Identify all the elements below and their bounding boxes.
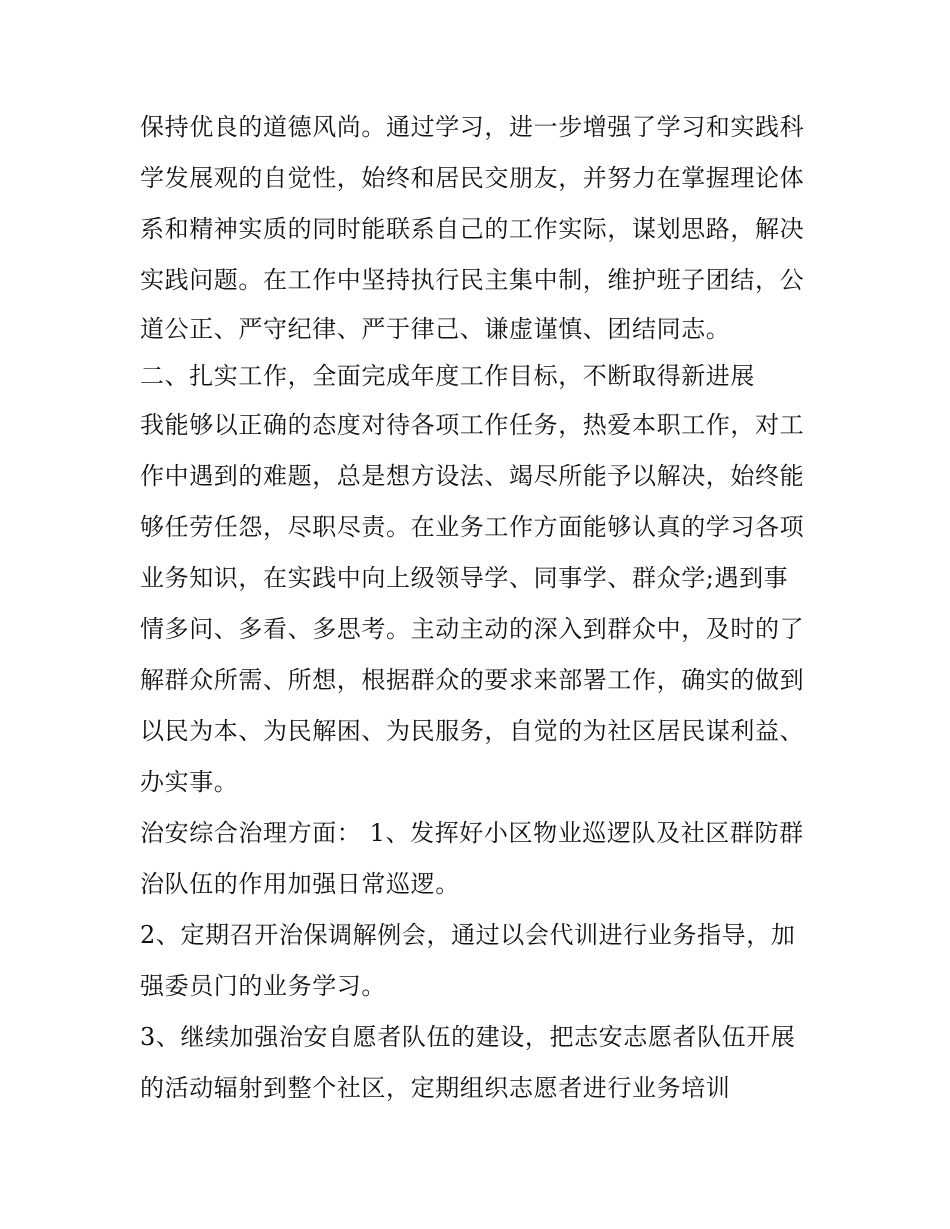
text-line: 以民为本、为民解困、为民服务，自觉的为社区居民谋利益、 xyxy=(140,717,805,745)
text-line: 2、定期召开治保调解例会，通过以会代训进行业务指导，加 xyxy=(140,921,796,949)
text-line: 我能够以正确的态度对待各项工作任务，热爱本职工作，对工 xyxy=(140,411,805,439)
text-line: 治队伍的作用加强日常巡逻。 xyxy=(140,870,460,898)
text-line: 学发展观的自觉性，始终和居民交朋友，并努力在掌握理论体 xyxy=(140,164,805,192)
text-line: 情多问、多看、多思考。主动主动的深入到群众中，及时的了 xyxy=(140,615,805,643)
text-line: 作中遇到的难题，总是想方设法、竭尽所能予以解决，始终能 xyxy=(140,462,805,490)
paragraph-volunteer-team xyxy=(140,1012,820,1114)
text-line: 系和精神实质的同时能联系自己的工作实际，谋划思路，解决 xyxy=(140,215,805,243)
paragraph-moral-conduct xyxy=(140,102,820,353)
paragraph-public-security xyxy=(140,808,820,910)
text-line: 实践问题。在工作中坚持执行民主集中制，维护班子团结，公 xyxy=(140,266,805,294)
paragraph-work-attitude xyxy=(140,400,820,808)
section-heading: 二、扎实工作，全面完成年度工作目标，不断取得新进展 xyxy=(140,362,755,390)
text-line: 道公正、严守纪律、严于律己、谦虚谨慎、团结同志。 xyxy=(140,315,731,343)
text-line: 业务知识，在实践中向上级领导学、同事学、群众学;遇到事 xyxy=(140,564,789,592)
text-line: 的活动辐射到整个社区，定期组织志愿者进行业务培训 xyxy=(140,1074,731,1102)
text-line: 保持优良的道德风尚。通过学习，进一步增强了学习和实践科 xyxy=(140,113,805,141)
text-line: 治安综合治理方面： 1、发挥好小区物业巡逻队及社区群防群 xyxy=(140,819,804,847)
text-line: 解群众所需、所想，根据群众的要求来部署工作，确实的做到 xyxy=(140,666,805,694)
text-line: 3、继续加强治安自愿者队伍的建设，把志安志愿者队伍开展 xyxy=(140,1023,796,1051)
text-line: 办实事。 xyxy=(140,768,239,796)
document-body xyxy=(140,102,820,1114)
paragraph-mediation-meeting xyxy=(140,910,820,1012)
text-line: 够任劳任怨，尽职尽责。在业务工作方面能够认真的学习各项 xyxy=(140,513,805,541)
text-line: 强委员门的业务学习。 xyxy=(140,972,386,1000)
